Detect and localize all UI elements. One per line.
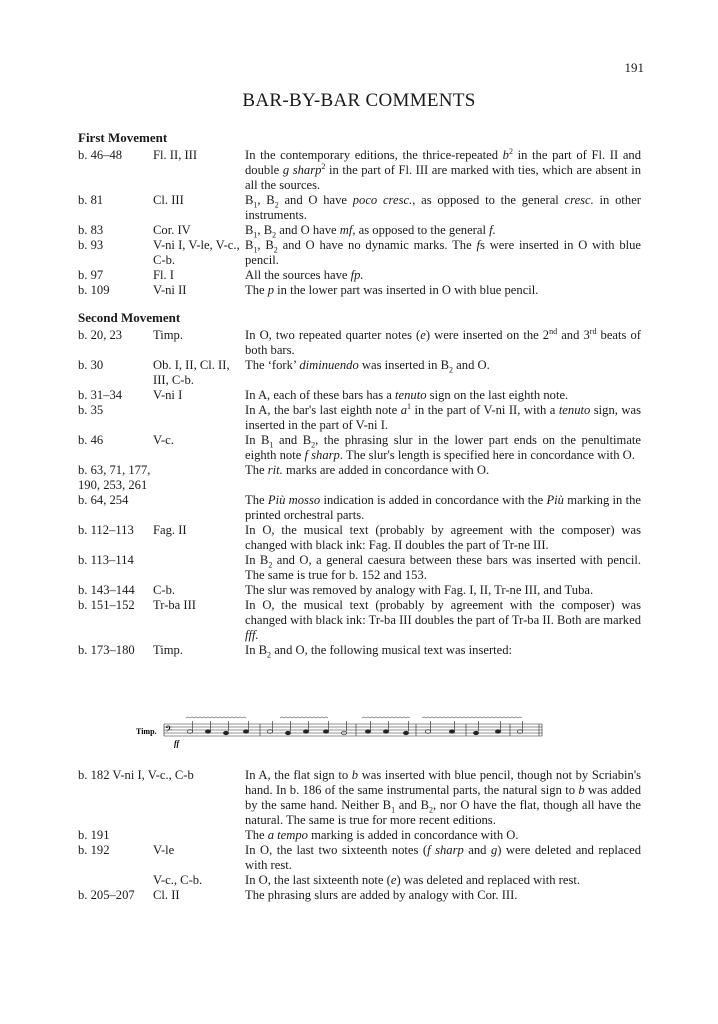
- comment-row: [78, 583, 641, 598]
- bar-reference: b. 113–114: [78, 553, 134, 567]
- instrument-label: V-c., C-b.: [153, 873, 203, 887]
- comment-row: [78, 493, 641, 523]
- comment-row: [78, 433, 641, 463]
- instrument-label: V-ni I, V-le, V-c., C-b.: [153, 238, 240, 267]
- comment-text: The slur was removed by analogy with Fag. I, II, Tr-ne III, and Tuba.: [245, 583, 594, 597]
- comment-row: [78, 828, 641, 843]
- note-head: [243, 730, 248, 734]
- bar-reference: b. 143–144: [78, 583, 135, 597]
- comment-text: In the contemporary editions, the thrice-repeated $b^2$ in the part of Fl. II and double g sharp$^2$ in the part of Fl. III are marked with ties, which are absent in all the sources.: [245, 146, 641, 192]
- comment-text: The ‘fork’ diminuendo was inserted in $B_2$ and O.: [245, 358, 490, 375]
- comment-row: [78, 358, 641, 388]
- comment-text: In $B_2$ and O, the following musical text was inserted:: [245, 643, 513, 660]
- comment-row: [78, 463, 641, 493]
- comment-row: [78, 553, 641, 583]
- note-head: [473, 731, 478, 735]
- comment-row: [78, 403, 641, 433]
- comment-row: [78, 388, 641, 403]
- instrument-label: [153, 493, 245, 523]
- comment-text: In O, the musical text (probably by agreement with the composer) was changed with black ink: Fag. II doubles the part of Tr-ne III.: [245, 523, 641, 552]
- comment-text: In $B_1$ and $B_2$, the phrasing slur in the lower part ends on the penultimate eighth note f sharp. The slur's length is specified here in concordance with O.: [245, 433, 641, 462]
- comment-text: In O, the last two sixteenth notes (f sharp and g) were deleted and replaced with rest.: [245, 843, 642, 872]
- trill-line: [280, 717, 328, 718]
- instrument-label: Fl. II, III: [153, 148, 198, 162]
- comment-row: [78, 283, 641, 298]
- comment-row: [78, 223, 641, 238]
- instrument-label: Timp.: [153, 643, 183, 657]
- comment-row: [78, 328, 641, 358]
- instrument-label: Cl. II: [153, 888, 180, 902]
- bar-reference: b. 192: [78, 843, 110, 857]
- comment-row: [78, 843, 641, 873]
- note-head: [223, 731, 228, 735]
- section-heading: First Movement: [78, 130, 168, 145]
- comment-row: [78, 598, 641, 643]
- instrument-label: C-b.: [153, 583, 176, 597]
- comment-text: In O, the last sixteenth note (e) was deleted and replaced with rest.: [245, 873, 581, 887]
- instrument-label: Cl. III: [153, 193, 184, 207]
- comment-row: [78, 268, 641, 283]
- bar-reference: b. 46–48: [78, 148, 123, 162]
- comment-row: [78, 193, 641, 223]
- bar-reference: b. 191: [78, 828, 110, 842]
- bar-reference: b. 20, 23: [78, 328, 123, 342]
- second-movement-continued: [78, 768, 641, 903]
- comment-row: [78, 238, 641, 268]
- bar-reference: b. 83: [78, 223, 104, 237]
- instrument-label: V-le: [153, 843, 175, 857]
- comment-text: The Più mosso indication is added in concordance with the Più marking in the printed orchestral parts.: [245, 493, 641, 522]
- bass-clef-icon: 𝄢: [165, 724, 173, 737]
- bar-reference: b. 109: [78, 283, 110, 297]
- instrument-label: V-ni I: [153, 388, 183, 402]
- staff-label: Timp.: [136, 727, 157, 736]
- comment-text: The p in the lower part was inserted in O with blue pencil.: [245, 283, 539, 297]
- instrument-label: [153, 403, 245, 433]
- comment-row: [78, 768, 641, 828]
- bar-reference: b. 173–180: [78, 643, 135, 657]
- comment-text: All the sources have fp.: [245, 268, 364, 282]
- note-head: [383, 730, 388, 734]
- note-head: [285, 731, 290, 735]
- note-head: [365, 730, 370, 734]
- bar-reference: b. 182 V-ni I, V-c., C-b: [78, 768, 194, 782]
- bar-reference: b. 46: [78, 433, 104, 447]
- bar-reference: b. 205–207: [78, 888, 135, 902]
- comment-text: $B_1$, $B_2$ and O have mf, as opposed to the general f.: [245, 223, 496, 240]
- instrument-label: V-ni II: [153, 283, 187, 297]
- bar-reference: b. 63, 71, 177, 190, 253, 261: [78, 463, 151, 492]
- entry-list: [78, 148, 641, 298]
- note-head: [323, 730, 328, 734]
- comment-text: The rit. marks are added in concordance with O.: [245, 463, 490, 477]
- note-head: [403, 731, 408, 735]
- instrument-label: Cor. IV: [153, 223, 191, 237]
- comment-text: In A, each of these bars has a tenuto sign on the last eighth note.: [245, 388, 569, 402]
- bar-reference: b. 35: [78, 403, 104, 417]
- dynamic-marking: ff: [174, 739, 180, 748]
- page-title: BAR-BY-BAR COMMENTS: [242, 90, 476, 111]
- comment-row: [78, 643, 641, 658]
- comment-text: The phrasing slurs are added by analogy with Cor. III.: [245, 888, 518, 902]
- note-head: [303, 730, 308, 734]
- comment-text: The a tempo marking is added in concordance with O.: [245, 828, 519, 842]
- comment-text: In O, the musical text (probably by agreement with the composer) was changed with black ink: Tr-ba III doubles the part of Tr-ba II. Both are marked fff.: [245, 598, 641, 642]
- section-heading: Second Movement: [78, 310, 181, 325]
- entry-list: [78, 768, 641, 903]
- bar-reference: b. 30: [78, 358, 104, 372]
- instrument-label: V-c.: [153, 433, 174, 447]
- bar-reference: b. 31–34: [78, 388, 123, 402]
- comment-text: $B_1$, $B_2$ and O have no dynamic marks. The fs were inserted in O with blue pencil.: [245, 238, 641, 267]
- trill-line: [422, 717, 522, 718]
- instrument-label: Fl. I: [153, 268, 174, 282]
- instrument-label: Fag. II: [153, 523, 187, 537]
- instrument-label: Timp.: [153, 328, 183, 342]
- note-head: [495, 730, 500, 734]
- bar-reference: b. 64, 254: [78, 493, 129, 507]
- trill-line: [186, 717, 246, 718]
- bar-reference: b. 81: [78, 193, 104, 207]
- comment-text: In A, the bar's last eighth note $a^1$ in the part of V-ni II, with a tenuto sign, was inserted in the part of V-ni I.: [245, 401, 641, 432]
- instrument-label: [153, 463, 245, 493]
- note-head: [205, 730, 210, 734]
- timpani-music-example: [130, 712, 550, 752]
- staff-lines: [164, 724, 542, 736]
- bar-reference: b. 112–113: [78, 523, 134, 537]
- comment-text: In A, the flat sign to b was inserted with blue pencil, though not by Scriabin's hand. In b. 186 of the same instrumental parts, the natural sign to b was added by the same hand. Neither $B_1$ and $B_2$, nor O have the flat, though all have the natural. The same is true for more recent editions.: [245, 768, 641, 827]
- instrument-label: Ob. I, II, Cl. II, III, C-b.: [153, 358, 230, 387]
- note-head: [449, 730, 454, 734]
- comment-row: [78, 873, 641, 888]
- instrument-label: [153, 828, 245, 843]
- comment-text: In $B_2$ and O, a general caesura between these bars was inserted with pencil. The same is true for b. 152 and 153.: [245, 553, 641, 582]
- instrument-label: Tr-ba III: [153, 598, 197, 612]
- page-number: 191: [624, 60, 644, 75]
- entry-list: [78, 328, 641, 658]
- bar-reference: b. 97: [78, 268, 104, 282]
- comment-text: In O, two repeated quarter notes (e) were inserted on the 2nd and 3rd beats of both bars.: [245, 326, 642, 357]
- comment-row: [78, 148, 641, 193]
- comment-row: [78, 888, 641, 903]
- trill-line: [362, 717, 410, 718]
- instrument-label: [153, 553, 245, 583]
- comment-row: [78, 523, 641, 553]
- comment-text: $B_1$, $B_2$ and O have poco cresc., as opposed to the general cresc. in other instruments.: [245, 193, 641, 222]
- bar-reference: b. 151–152: [78, 598, 135, 612]
- first-movement-section: [78, 130, 641, 658]
- bar-reference: b. 93: [78, 238, 104, 252]
- bar-reference: [78, 873, 153, 888]
